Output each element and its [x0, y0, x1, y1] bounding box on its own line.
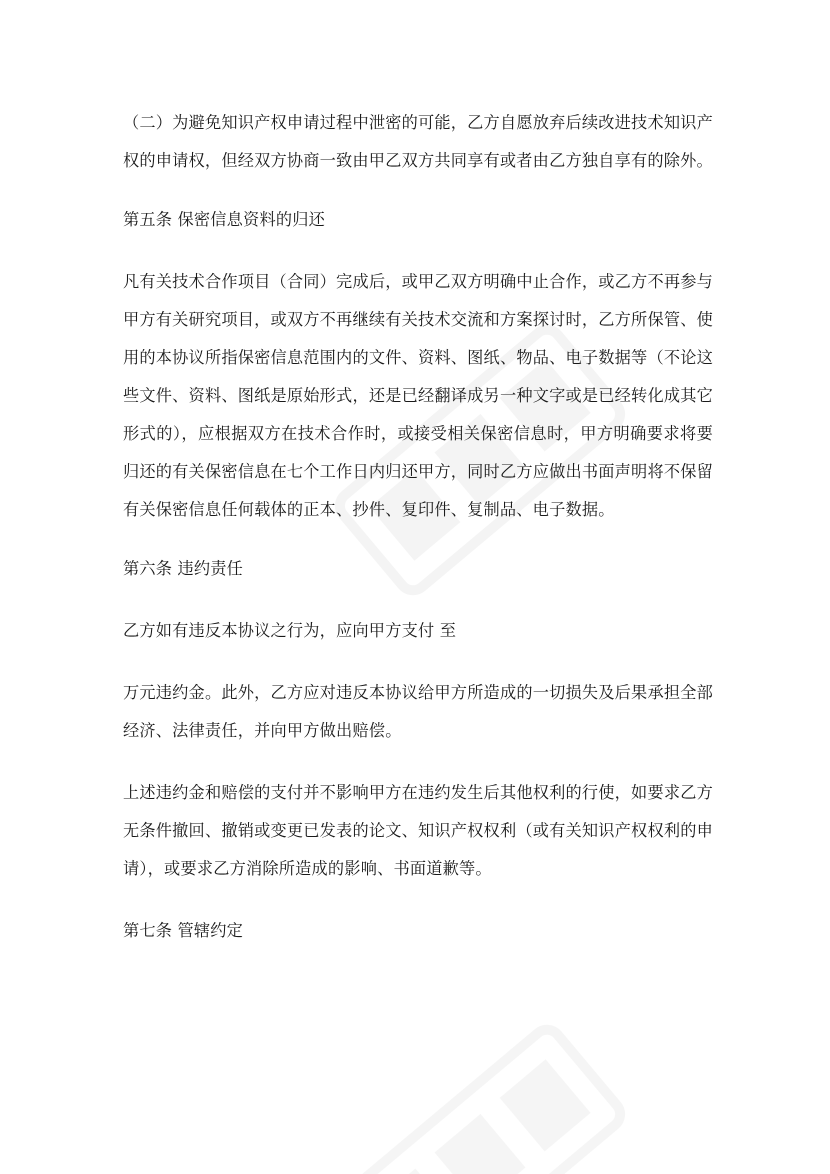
heading-article-7: 第七条 管辖约定	[123, 921, 244, 940]
paragraph-return-materials: 凡有关技术合作项目（合同）完成后，或甲乙双方明确中止合作，或乙方不再参与甲方有关研究项目，或双方不再继续有关技术交流和方案探讨时，乙方所保管、使用的本协议所指保密信息范围内的文件、资料、图纸、物品、电子数据等（不论这些文件、资料、图纸是原始形式，还是已经翻译成另一种文字或是已经转化成其它形式的），应根据双方在技术合作时，或接受相关保密信息时，甲方明确要求将要归还的有关保密信息在七个工作日内归还甲方，同时乙方应做出书面声明将不保留有关保密信息任何载体的正本、抄件、复印件、复制品、电子数据。	[123, 272, 713, 519]
paragraph-ip-waiver: （二）为避免知识产权申请过程中泄密的可能，乙方自愿放弃后续改进技术知识产权的申请权，但经双方协商一致由甲乙双方共同享有或者由乙方独自享有的除外。	[123, 113, 713, 170]
document-body	[123, 104, 713, 950]
paragraph-other-rights: 上述违约金和赔偿的支付并不影响甲方在违约发生后其他权利的行使，如要求乙方无条件撤回、撤销或变更已发表的论文、知识产权权利（或有关知识产权权利的申请），或要求乙方消除所造成的影响、书面道歉等。	[123, 783, 713, 878]
heading-article-5: 第五条 保密信息资料的归还	[123, 210, 325, 229]
paragraph-penalty-amount: 乙方如有违反本协议之行为，应向甲方支付 至	[123, 621, 457, 640]
watermark-logo-icon	[301, 987, 659, 1174]
heading-article-6: 第六条 违约责任	[123, 559, 244, 578]
paragraph-penalty-liability: 万元违约金。此外，乙方应对违反本协议给甲方所造成的一切损失及后果承担全部经济、法律责任，并向甲方做出赔偿。	[123, 683, 713, 740]
